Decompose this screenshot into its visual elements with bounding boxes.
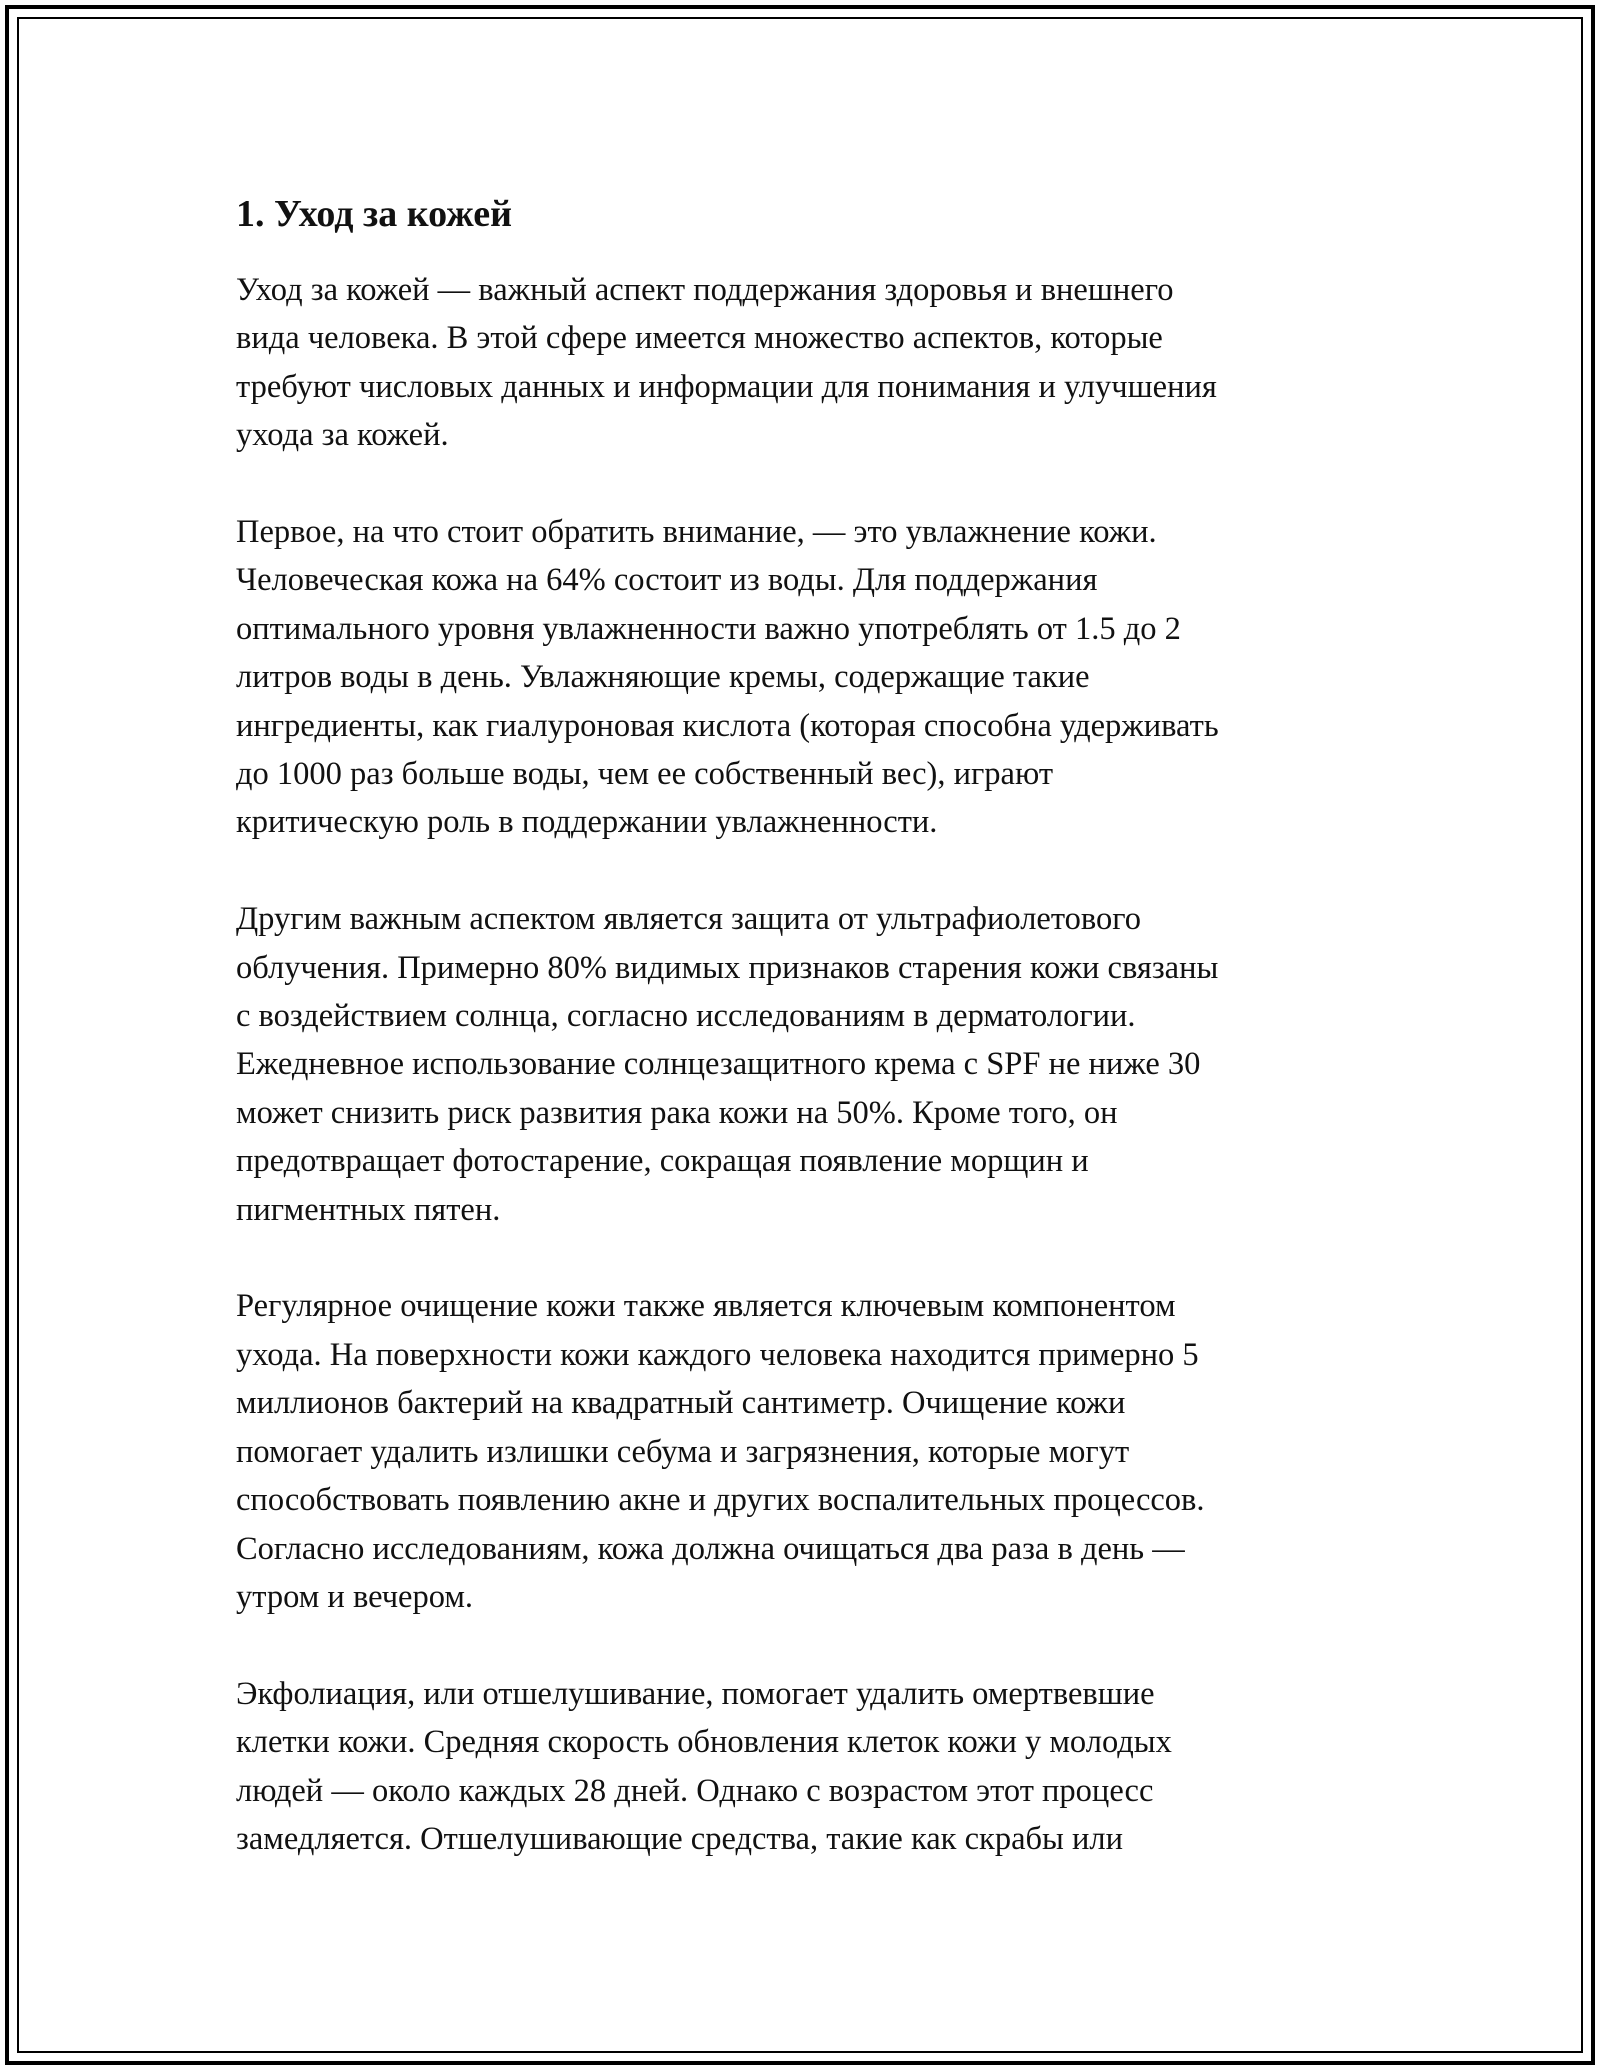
text-line: утром и вечером. [236,1578,474,1615]
text-line: помогает удалить излишки себума и загрязнения, которые могут [236,1433,1130,1470]
text-line: Первое, на что стоит обратить внимание, — это увлажнение кожи. [236,514,1157,551]
text-line: Человеческая кожа на 64% состоит из воды. Для поддержания [236,562,1098,599]
text-line: вида человека. В этой сфере имеется множество аспектов, которые [236,320,1163,357]
text-line: Уход за кожей — важный аспект поддержания здоровья и внешнего [236,272,1174,308]
text-line: людей — около каждых 28 дней. Однако с возрастом этот процесс [236,1772,1154,1809]
text-line: облучения. Примерно 80% видимых признаков старения кожи связаны [236,949,1219,986]
text-line: требуют числовых данных и информации для понимания и улучшения [236,368,1217,405]
text-line: Другим важным аспектом является защита от ультрафиолетового [236,901,1142,938]
paragraph-hydration [236,508,1366,847]
text-line: ухода за кожей. [236,417,449,454]
text-line: предотвращает фотостарение, сокращая появление морщин и [236,1143,1089,1180]
paragraph-exfoliation [236,1670,1366,1864]
text-line: до 1000 раз больше воды, чем ее собственный вес), играют [236,756,1054,793]
text-line: Экфолиация, или отшелушивание, помогает удалить омертвевшие [236,1675,1155,1712]
text-line: Ежедневное использование солнцезащитного крема с SPF не ниже 30 [236,1046,1201,1083]
paragraph-uv-protection [236,895,1366,1234]
text-line: замедляется. Отшелушивающие средства, такие как скрабы или [236,1820,1123,1857]
text-line: оптимального уровня увлажненности важно употреблять от 1.5 до 2 [236,610,1181,647]
paragraph-intro [236,266,1366,460]
text-line: ингредиенты, как гиалуроновая кислота (которая способна удерживать [236,707,1219,744]
document-body [236,190,1366,1912]
text-line: литров воды в день. Увлажняющие кремы, содержащие такие [236,659,1090,696]
text-line: способствовать появлению акне и других воспалительных процессов. [236,1482,1205,1519]
text-line: Согласно исследованиям, кожа должна очищаться два раза в день — [236,1530,1185,1567]
text-line: может снизить риск развития рака кожи на 50%. Кроме того, он [236,1094,1118,1131]
text-line: с воздействием солнца, согласно исследованиям в дерматологии. [236,998,1136,1035]
text-line: пигментных пятен. [236,1191,501,1228]
text-line: критическую роль в поддержании увлажненности. [236,804,938,841]
text-line: миллионов бактерий на квадратный сантиметр. Очищение кожи [236,1385,1126,1422]
text-line: клетки кожи. Средняя скорость обновления клеток кожи у молодых [236,1724,1172,1761]
text-line: ухода. На поверхности кожи каждого человека находится примерно 5 [236,1336,1199,1373]
paragraph-cleansing [236,1282,1366,1621]
section-title: 1. Уход за кожей [236,193,512,235]
text-line: Регулярное очищение кожи также является ключевым компонентом [236,1288,1176,1325]
